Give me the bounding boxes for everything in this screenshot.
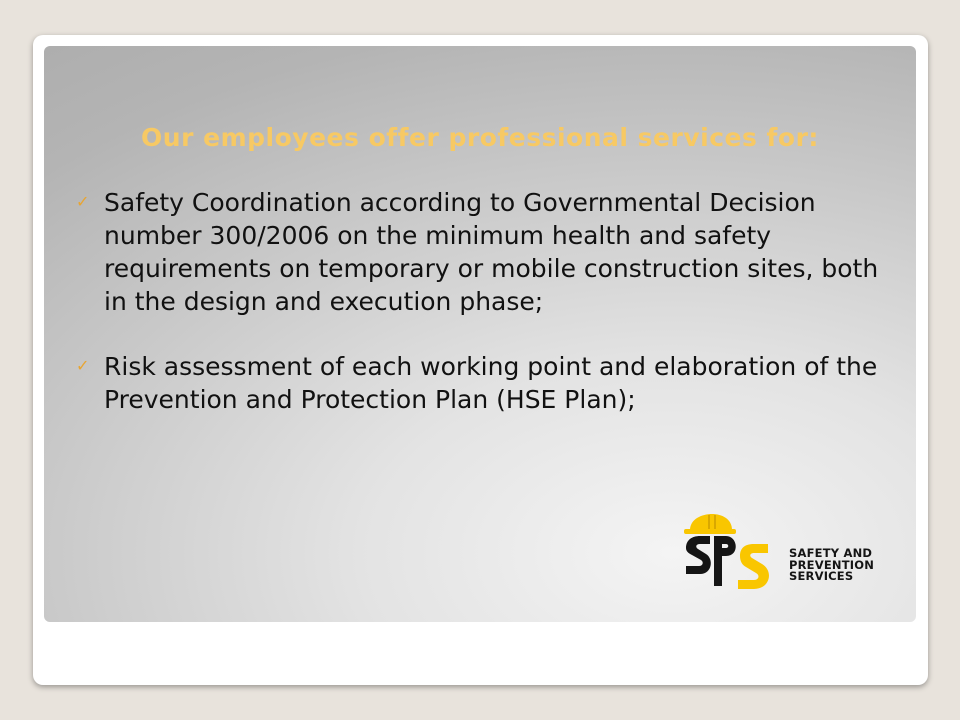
checkmark-icon: ✓ — [76, 192, 90, 211]
logo-line: SERVICES — [789, 569, 854, 583]
bullet-item-risk-assessment — [76, 350, 886, 416]
logo-line: SAFETY AND — [789, 546, 873, 560]
bullet-item-safety-coordination — [76, 186, 886, 318]
checkmark-icon: ✓ — [76, 356, 90, 375]
bullet-text: Safety Coordination according to Governmental Decision number 300/2006 on the minimum health and safety requirements on temporary or mobile construction sites, both in the design and execution phase; — [104, 188, 879, 316]
bullet-list — [76, 186, 886, 448]
logo-wordmark — [789, 548, 874, 583]
company-logo — [682, 514, 892, 594]
sps-logo-mark — [682, 514, 782, 594]
slide-title: Our employees offer professional services for: — [141, 123, 819, 152]
hard-hat-icon — [684, 514, 736, 534]
bullet-text: Risk assessment of each working point and elaboration of the Prevention and Protection Plan (HSE Plan); — [104, 352, 878, 414]
logo-line: PREVENTION — [789, 557, 875, 572]
